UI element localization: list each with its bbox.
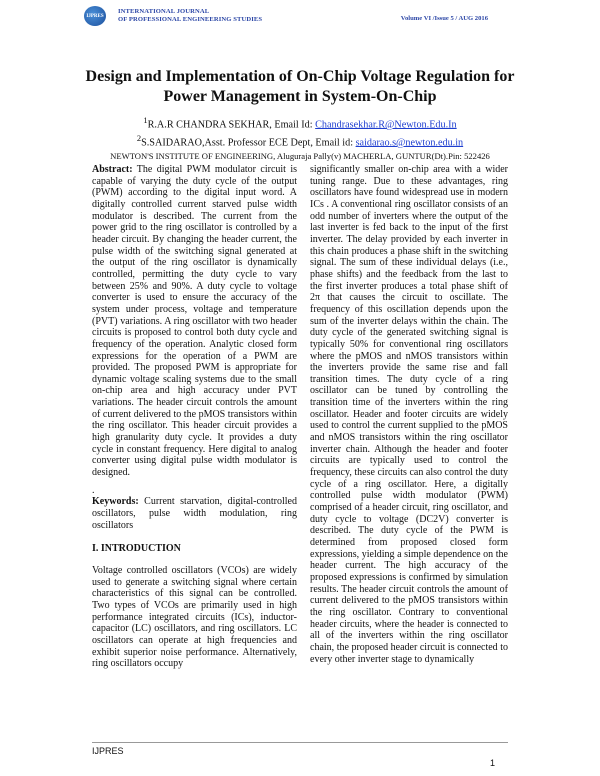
left-column [92, 164, 297, 670]
abstract-text: The digital PWM modulator circuit is capable of varying the duty cycle of the output (PWM) according to the digital input word. A digitally controlled current starved pulse width modulator is described. The current from the power grid to the ring oscillator is controlled by a header circuit. By changing the header current, the pulse width of the switching signal generated at the output of the ring oscillator is dynamically controlled, permitting the duty cycle to vary between 25% and 90%. A duty cycle to voltage converter is used to ensure the accuracy of the system under process, voltage and temperature (PVT) variations. A ring oscillator with two header circuits is proposed to control both duty cycle and frequency of the operation. Analytic closed form expressions for the operation of a PWM are provided. The proposed PWM is appropriate for dynamic voltage scaling systems due to the small on-chip area and high accuracy under PVT variations. The header circuit controls the amount of current delivered to the pMOS transistors within the ring oscillator. This header circuit provides a high granularity duty cycle. It provides a duty cycle in constant frequency. Here digital to analog converter using digital pulse width modulator is designed. [92, 164, 297, 479]
keywords [92, 496, 297, 531]
author-sup: 2 [136, 132, 142, 143]
author-block [60, 114, 540, 162]
journal-name-line1: INTERNATIONAL JOURNAL [118, 8, 210, 15]
author-email-link[interactable]: saidarao.s@newton.edu.in [355, 137, 464, 149]
title-line1: Design and Implementation of On-Chip Voltage Regulation for [85, 68, 515, 85]
journal-logo [84, 6, 106, 26]
title-line2: Power Management in System-On-Chip [163, 88, 437, 105]
author-1 [60, 114, 540, 132]
keywords-label: Keywords: [92, 496, 139, 508]
journal-name [118, 8, 262, 24]
paper-title [60, 67, 540, 107]
author-2 [60, 132, 540, 150]
footer-journal: IJPRES [92, 746, 124, 756]
author-email-link[interactable]: Chandrasekhar.R@Newton.Edu.In [315, 119, 457, 131]
keywords-text: Current starvation, digital-controlled oscillators, pulse width modulation, ring oscillators [92, 496, 297, 531]
logo-text: IJPRES [86, 13, 104, 19]
institution: NEWTON'S INSTITUTE OF ENGINEERING, Aluguraja Pally(v) MACHERLA, GUNTUR(Dt).Pin: 522426 [110, 150, 490, 161]
section-heading-introduction: I. INTRODUCTION [92, 543, 181, 555]
abstract [92, 164, 297, 479]
page-number: 1 [490, 758, 496, 768]
abstract-label: Abstract: [92, 164, 133, 175]
author-name: R.A.R CHANDRA SEKHAR, Email Id: [147, 119, 316, 131]
author-name: S.SAIDARAO,Asst. Professor ECE Dept, Email id: [141, 137, 356, 149]
footer-divider [92, 742, 508, 743]
right-column [310, 164, 508, 665]
abstract-trailing: . [92, 484, 95, 496]
issue-info: Volume VI /Issue 5 / AUG 2016 [400, 15, 488, 22]
journal-name-line2: OF PROFESSIONAL ENGINEERING STUDIES [118, 16, 263, 23]
intro-paragraph-continued: significantly smaller on-chip area with a wider tuning range. Due to these advantages, ring oscillators have found widespread use in modern ICs . A conventional ring oscillator consists of an odd number of inverters where the output of the last inverter is fed back to the input of the first inverter. The delay provided by each inverter in this chain produces a phase shift in the switching signal. The sum of these individual delays (i.e., phase shifts) and the feedback from the last to the first inverter produces a total phase shift of 2π that causes the circuit to oscillate. The frequency of this oscillation depends upon the sum of the inverter delays within the chain. The duty cycle of the generated switching signal is typically 50% for conventional ring oscillators where the pMOS and nMOS transistors within the inverters provide the same rise and fall transition times. The duty cycle of a ring oscillator can be tuned by controlling the transition time of the inverters within the ring oscillator. Header and footer circuits are widely used to control the current supplied to the pMOS and nMOS transistors within the ring oscillator inverter chain. Although the header and footer circuits are typically used to control the frequency, these circuits can also control the duty cycle of a ring oscillator. Here, a digitally controlled pulse width modulator (PWM) comprised of a header circuit, ring oscillator, and duty cycle to voltage (DC2V) converter is described. The duty cycle of the PWM is determined from proposed closed form expressions, yielding a simple dependence on the header current. The high accuracy of the proposed expressions is confirmed by simulation results. The header circuit controls the amount of current delivered to the pMOS transistors within the ring oscillator. Contrary to conventional header circuits, where the header is connected to all of the inverters within the ring oscillator chain, the proposed header circuit is connected to every other inverter stage to dynamically [310, 164, 508, 665]
intro-paragraph: Voltage controlled oscillators (VCOs) are widely used to generate a switching signal where certain characteristics of this signal can be controlled. Two types of VCOs are primarily used in high performance integrated circuits (ICs), inductor-capacitor (LC) oscillators, and ring oscillators. LC oscillators can operate at high frequencies and exhibit superior noise performance. Alternatively, ring oscillators occupy [92, 565, 297, 670]
author-sup: 1 [143, 115, 148, 125]
